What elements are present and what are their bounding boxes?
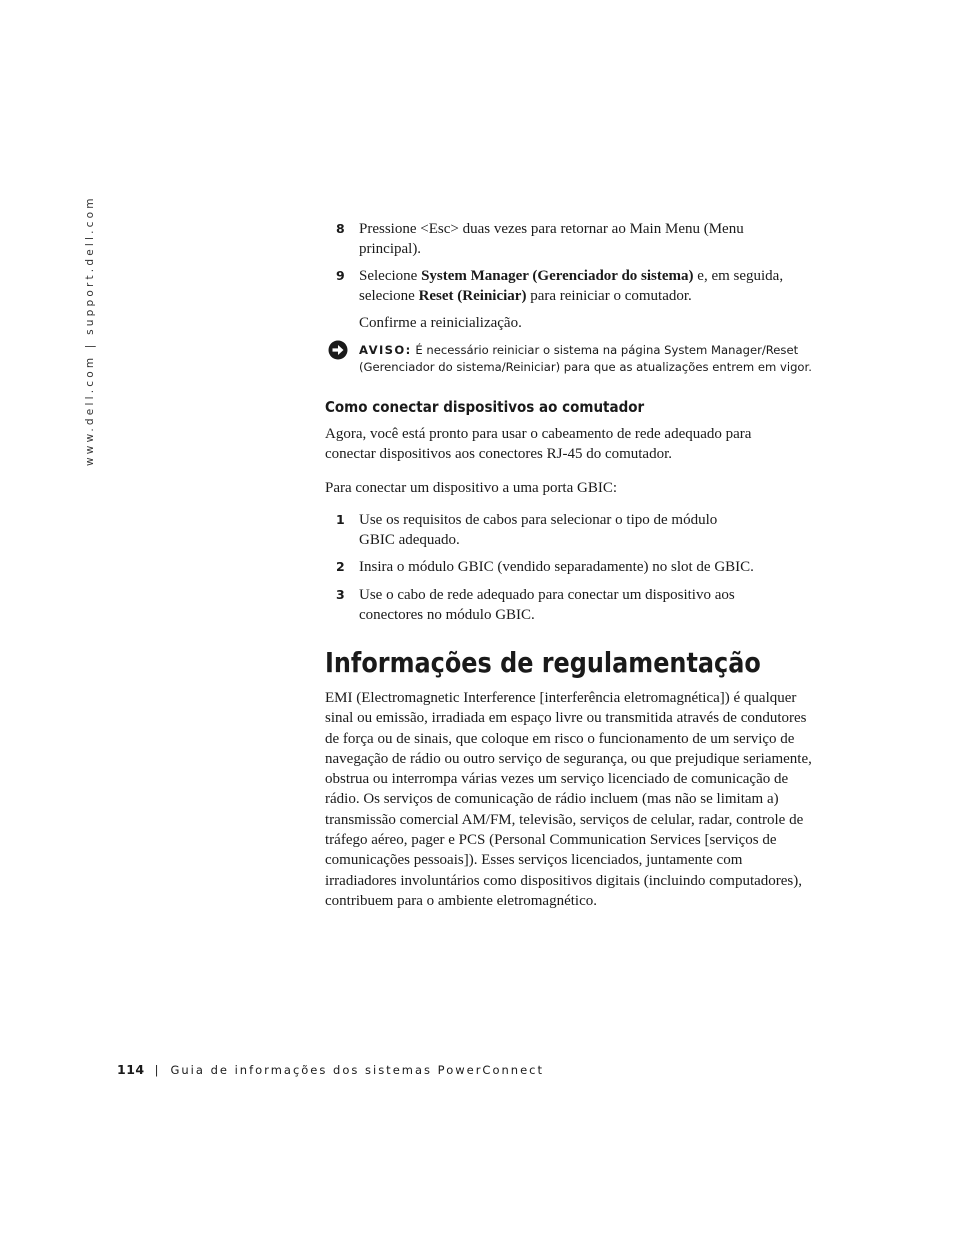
arrow-right-circle-icon — [328, 340, 348, 360]
menu-path-reset: Reset (Reiniciar) — [418, 288, 527, 304]
paragraph: Para conectar um dispositivo a uma porta GBIC: — [325, 480, 618, 496]
menu-path-system-manager: System Manager (Gerenciador do sistema) — [421, 268, 694, 284]
step-text: Use o cabo de rede adequado para conectar um dispositivo aos conectores no módulo GBIC. — [359, 587, 735, 623]
step-text: Insira o módulo GBIC (vendido separadamente) no slot de GBIC. — [359, 559, 754, 575]
step-text: Use os requisitos de cabos para selecionar o tipo de módulo GBIC adequado. — [359, 512, 718, 548]
paragraph: EMI (Electromagnetic Interference [interferência eletromagnética]) é qualquer sinal ou emissão, irradiada em espaço livre ou transmitida através de condutores de força ou de sinais, que coloque em risco o funcionamento de um serviço de navegação de rádio ou outro serviço de segurança, ou que prejudique seriamente, obstrua ou interrompa várias vezes um serviço licenciado de comunicação de rádio. Os serviços de comunicação de rádio incluem (mas não se limitam a) transmissão comercial AM/FM, televisão, serviços de celular, radar, controle de tráfego aéreo, pager e PCS (Personal Communication Services [serviços de comunicações pessoais]). Esses serviços licenciados, juntamente com irradiadores involuntários como dispositivos digitais (incluindo computadores), contribuem para o ambiente eletromagnético. — [325, 690, 812, 909]
step-number: 3 — [336, 587, 345, 602]
page-number: 114 — [117, 1062, 145, 1077]
section-subheading: Como conectar dispositivos ao comutador — [325, 398, 645, 416]
step-number: 2 — [336, 559, 345, 574]
step-number: 1 — [336, 512, 345, 527]
page-footer — [117, 1061, 544, 1079]
footer-title: Guia de informações dos sistemas PowerConnect — [170, 1063, 544, 1077]
sidebar-url: www.dell.com | support.dell.com — [84, 195, 96, 466]
step-text: Selecione System Manager (Gerenciador do sistema) e, em seguida, selecione Reset (Reiniciar) para reiniciar o comutador. — [359, 268, 784, 304]
confirm-text: Confirme a reinicialização. — [359, 315, 522, 331]
step-number: 8 — [336, 221, 345, 236]
step-number: 9 — [336, 268, 345, 283]
paragraph: Agora, você está pronto para usar o cabeamento de rede adequado para conectar dispositivos aos conectores RJ-45 do comutador. — [325, 426, 752, 462]
notice-text: AVISO: É necessário reiniciar o sistema na página System Manager/Reset (Gerenciador do sistema/Reiniciar) para que as atualizações entrem em vigor. — [359, 343, 812, 374]
step-text: Pressione <Esc> duas vezes para retornar ao Main Menu (Menu principal). — [359, 221, 744, 257]
section-heading: Informações de regulamentação — [325, 647, 761, 679]
notice-label: AVISO: — [359, 343, 412, 357]
footer-separator: | — [154, 1063, 159, 1077]
